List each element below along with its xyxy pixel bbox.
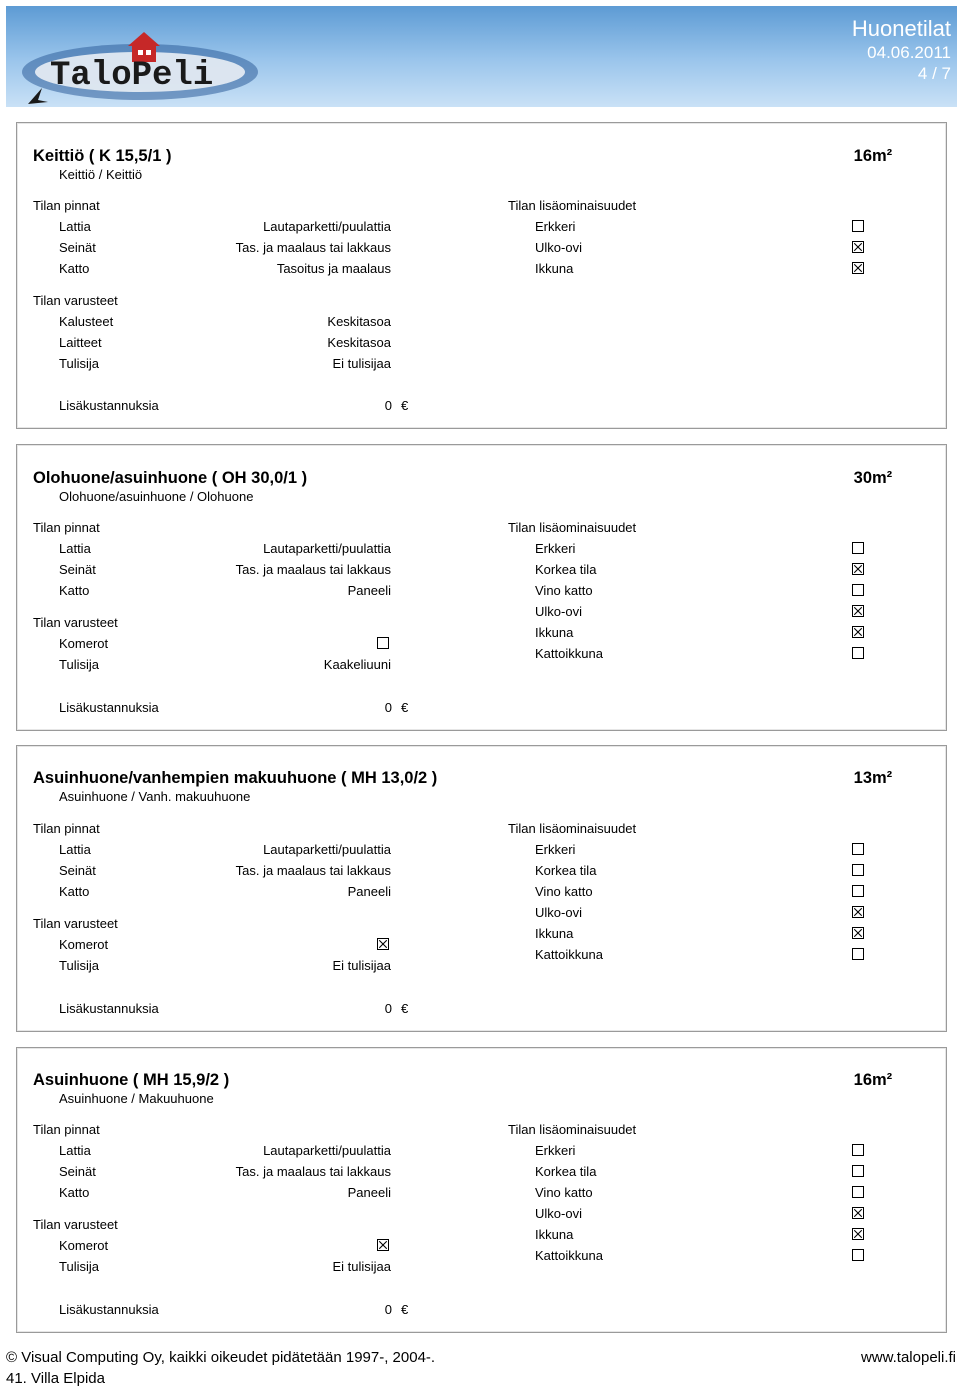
feature-checkbox	[852, 563, 864, 575]
feature-label-vino-katto: Vino katto	[535, 583, 593, 598]
walls-value: Tas. ja maalaus tai lakkaus	[235, 1164, 391, 1179]
furniture-label: Kalusteet	[59, 314, 114, 329]
page-header	[6, 6, 957, 107]
equipment-heading: Tilan varusteet	[33, 615, 118, 630]
feature-label-vino-katto: Vino katto	[535, 884, 593, 899]
closets-checkbox	[377, 637, 389, 649]
area-unit: m²	[872, 1071, 893, 1089]
feature-checkbox	[852, 241, 864, 253]
feature-checkbox	[852, 885, 864, 897]
feature-checkbox	[852, 843, 864, 855]
feature-checkbox	[852, 1249, 864, 1261]
feature-checkbox	[852, 1165, 864, 1177]
ceiling-label: Katto	[59, 261, 90, 276]
feature-checkbox	[852, 262, 864, 274]
equipment-heading: Tilan varusteet	[33, 293, 118, 308]
feature-label-kattoikkuna: Kattoikkuna	[535, 1248, 603, 1263]
room-area-value: 16	[853, 1071, 872, 1089]
feature-label-ikkuna: Ikkuna	[535, 926, 574, 941]
feature-label-kattoikkuna: Kattoikkuna	[535, 646, 603, 661]
room-title: Olohuone/asuinhuone ( OH 30,0/1 )	[33, 469, 308, 487]
appliances-label: Laitteet	[59, 335, 102, 350]
room-area-value: 13	[853, 769, 872, 787]
closets-checkbox	[377, 938, 389, 950]
feature-checkbox	[852, 864, 864, 876]
room-subtitle: Asuinhuone / Makuuhuone	[59, 1091, 214, 1106]
feature-checkbox	[852, 647, 864, 659]
feature-checkbox	[852, 605, 864, 617]
extra-costs-value: 0	[384, 700, 392, 715]
feature-label-korkea-tila: Korkea tila	[535, 1164, 597, 1179]
room-card-kitchen	[16, 122, 947, 429]
currency-symbol: €	[401, 700, 409, 715]
feature-label-erkkeri: Erkkeri	[535, 219, 576, 234]
ceiling-value: Tasoitus ja maalaus	[276, 261, 391, 276]
feature-checkbox	[852, 1228, 864, 1240]
fireplace-label: Tulisija	[59, 356, 99, 371]
feature-label-erkkeri: Erkkeri	[535, 842, 576, 857]
currency-symbol: €	[401, 398, 409, 413]
feature-label-korkea-tila: Korkea tila	[535, 562, 597, 577]
area-unit: m²	[872, 469, 893, 487]
feature-label-ulko-ovi: Ulko-ovi	[535, 905, 582, 920]
walls-label: Seinät	[59, 562, 96, 577]
page-number: 4 / 7	[917, 64, 951, 83]
feature-checkbox	[852, 927, 864, 939]
ceiling-value: Paneeli	[347, 1185, 391, 1200]
walls-label: Seinät	[59, 863, 96, 878]
fireplace-label: Tulisija	[59, 1259, 99, 1274]
room-title: Asuinhuone ( MH 15,9/2 )	[33, 1071, 230, 1089]
feature-checkbox	[852, 1144, 864, 1156]
extra-costs-label: Lisäkustannuksia	[59, 1001, 159, 1016]
feature-checkbox	[852, 626, 864, 638]
ceiling-value: Paneeli	[347, 583, 391, 598]
extra-costs-label: Lisäkustannuksia	[59, 1302, 159, 1317]
features-heading: Tilan lisäominaisuudet	[508, 520, 637, 535]
floor-label: Lattia	[59, 541, 91, 556]
ceiling-value: Paneeli	[347, 884, 391, 899]
floor-value: Lautaparketti/puulattia	[263, 541, 391, 556]
feature-label-ikkuna: Ikkuna	[535, 625, 574, 640]
ceiling-label: Katto	[59, 583, 90, 598]
surfaces-heading: Tilan pinnat	[33, 1122, 100, 1137]
surfaces-heading: Tilan pinnat	[33, 520, 100, 535]
floor-value: Lautaparketti/puulattia	[263, 219, 391, 234]
floor-value: Lautaparketti/puulattia	[263, 842, 391, 857]
appliances-value: Keskitasoa	[327, 335, 391, 350]
extra-costs-value: 0	[384, 1001, 392, 1016]
extra-costs-label: Lisäkustannuksia	[59, 398, 159, 413]
surfaces-heading: Tilan pinnat	[33, 198, 100, 213]
room-area-value: 16	[853, 147, 872, 165]
feature-label-erkkeri: Erkkeri	[535, 1143, 576, 1158]
features-heading: Tilan lisäominaisuudet	[508, 1122, 637, 1137]
equipment-heading: Tilan varusteet	[33, 916, 118, 931]
extra-costs-value: 0	[384, 1302, 392, 1317]
features-heading: Tilan lisäominaisuudet	[508, 198, 637, 213]
walls-label: Seinät	[59, 240, 96, 255]
walls-value: Tas. ja maalaus tai lakkaus	[235, 562, 391, 577]
copyright-text: © Visual Computing Oy, kaikki oikeudet pidätetään 1997-, 2004-.	[6, 1349, 436, 1366]
fireplace-value: Ei tulisijaa	[332, 958, 391, 973]
furniture-value: Keskitasoa	[327, 314, 391, 329]
logo-text: TaloPeli	[50, 57, 214, 95]
fireplace-label: Tulisija	[59, 657, 99, 672]
extra-costs-label: Lisäkustannuksia	[59, 700, 159, 715]
fireplace-value: Ei tulisijaa	[332, 1259, 391, 1274]
room-card-master-bedroom	[16, 745, 947, 1032]
feature-checkbox	[852, 1207, 864, 1219]
feature-label-ikkuna: Ikkuna	[535, 261, 574, 276]
fireplace-label: Tulisija	[59, 958, 99, 973]
room-subtitle: Olohuone/asuinhuone / Olohuone	[59, 489, 254, 504]
closets-label: Komerot	[59, 1238, 109, 1253]
floor-label: Lattia	[59, 842, 91, 857]
walls-value: Tas. ja maalaus tai lakkaus	[235, 863, 391, 878]
closets-label: Komerot	[59, 636, 109, 651]
features-heading: Tilan lisäominaisuudet	[508, 821, 637, 836]
room-subtitle: Keittiö / Keittiö	[59, 167, 143, 182]
fireplace-value: Ei tulisijaa	[332, 356, 391, 371]
feature-label-ulko-ovi: Ulko-ovi	[535, 240, 582, 255]
feature-checkbox	[852, 948, 864, 960]
report-date: 04.06.2011	[867, 43, 951, 62]
feature-checkbox	[852, 542, 864, 554]
walls-value: Tas. ja maalaus tai lakkaus	[235, 240, 391, 255]
room-card-living-room	[16, 444, 947, 731]
header-info	[852, 16, 951, 84]
area-unit: m²	[872, 147, 893, 165]
feature-checkbox	[852, 220, 864, 232]
feature-label-ulko-ovi: Ulko-ovi	[535, 604, 582, 619]
ceiling-label: Katto	[59, 884, 90, 899]
closets-checkbox	[377, 1239, 389, 1251]
feature-label-erkkeri: Erkkeri	[535, 541, 576, 556]
project-name: 41. Villa Elpida	[6, 1370, 105, 1387]
room-card-bedroom	[16, 1047, 947, 1333]
feature-checkbox	[852, 584, 864, 596]
room-area-value: 30	[853, 469, 872, 487]
surfaces-heading: Tilan pinnat	[33, 821, 100, 836]
room-subtitle: Asuinhuone / Vanh. makuuhuone	[59, 789, 251, 804]
feature-label-ikkuna: Ikkuna	[535, 1227, 574, 1242]
extra-costs-value: 0	[384, 398, 392, 413]
room-title: Keittiö ( K 15,5/1 )	[33, 147, 172, 165]
fireplace-value: Kaakeliuuni	[323, 657, 391, 672]
feature-label-korkea-tila: Korkea tila	[535, 863, 597, 878]
feature-label-vino-katto: Vino katto	[535, 1185, 593, 1200]
equipment-heading: Tilan varusteet	[33, 1217, 118, 1232]
talopeli-logo	[20, 26, 260, 108]
currency-symbol: €	[401, 1001, 409, 1016]
feature-label-ulko-ovi: Ulko-ovi	[535, 1206, 582, 1221]
floor-label: Lattia	[59, 219, 91, 234]
area-unit: m²	[872, 769, 893, 787]
closets-label: Komerot	[59, 937, 109, 952]
floor-label: Lattia	[59, 1143, 91, 1158]
feature-checkbox	[852, 906, 864, 918]
walls-label: Seinät	[59, 1164, 96, 1179]
currency-symbol: €	[401, 1302, 409, 1317]
feature-label-kattoikkuna: Kattoikkuna	[535, 947, 603, 962]
page-title: Huonetilat	[851, 16, 951, 41]
room-title: Asuinhuone/vanhempien makuuhuone ( MH 13,0/2 )	[33, 769, 438, 787]
ceiling-label: Katto	[59, 1185, 90, 1200]
website-link[interactable]: www.talopeli.fi	[860, 1349, 956, 1366]
floor-value: Lautaparketti/puulattia	[263, 1143, 391, 1158]
feature-checkbox	[852, 1186, 864, 1198]
